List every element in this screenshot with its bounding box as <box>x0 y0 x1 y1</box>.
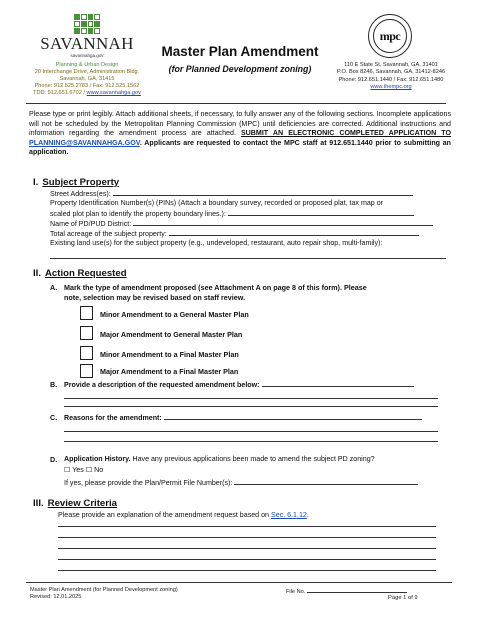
item-b-letter: B. <box>50 380 58 389</box>
footer-file-no-field[interactable] <box>307 587 407 593</box>
review-criteria-period: . <box>306 511 309 519</box>
item-d-title: Application History. <box>64 455 131 463</box>
footer-form-name: Master Plan Amendment (for Planned Development zoning) <box>30 587 178 593</box>
logo-wordmark: SAVANNAH <box>40 34 134 53</box>
review-line-5[interactable] <box>58 570 436 571</box>
page-header <box>0 0 480 108</box>
option-major-final-label: Major Amendment to a Final Master Plan <box>100 367 239 376</box>
dept-tdd: TDD: 912.651.6702 / <box>33 90 87 96</box>
mpc-address-line1: 110 E State St, Savannah, GA, 31401 <box>344 62 438 68</box>
acreage-field[interactable] <box>169 229 419 236</box>
item-a-text-line1: Mark the type of amendment proposed (see Attachment A on page 8 of this form). Please <box>64 283 367 292</box>
form-title: Master Plan Amendment <box>161 44 319 59</box>
footer-revised: Revised: 12.01.2025 <box>30 594 82 601</box>
sec-6-1-12-link[interactable]: Sec. 6.1.12 <box>270 511 307 519</box>
intro-paragraph <box>29 110 451 158</box>
review-criteria-instruction: Please provide an explanation of the amendment request based on <box>58 511 271 519</box>
section-3-number: III. <box>33 498 44 509</box>
pin-label-line2: scaled plot plan to identify the property boundary lines.): <box>50 210 226 218</box>
dept-address-line2: Savannah, GA, 31415 <box>59 76 115 82</box>
street-address-label: Street Address(es): <box>50 190 111 198</box>
logo-url: savannahga.gov <box>70 53 104 58</box>
file-number-row <box>64 478 444 489</box>
street-address-field[interactable] <box>113 189 413 196</box>
section-3-heading <box>33 498 117 509</box>
checkbox-minor-general[interactable] <box>80 306 93 320</box>
dept-phone: Phone: 912.525.2783 / Fax: 912.525.1562 <box>34 83 140 89</box>
checkbox-major-final[interactable] <box>80 364 93 378</box>
land-use-label: Existing land use(s) for the subject property (e.g., undeveloped, restaurant, auto repair shop, multi-family): <box>50 239 383 247</box>
review-line-1[interactable] <box>58 526 436 527</box>
file-number-field[interactable] <box>234 478 418 485</box>
footer-file-no <box>286 587 407 595</box>
intro-submit-text: SUBMIT AN ELECTRONIC COMPLETED APPLICATION TO <box>240 129 451 138</box>
footer-divider <box>26 582 452 583</box>
savannah-logo-mark <box>74 14 100 34</box>
pud-label: Name of PD/PUD District: <box>50 220 132 228</box>
section-1-number: I. <box>33 177 39 188</box>
item-d-row <box>64 455 454 465</box>
savannah-logo <box>28 14 146 97</box>
description-line-2[interactable] <box>64 398 438 399</box>
pud-field[interactable] <box>133 219 433 226</box>
reasons-line-3[interactable] <box>64 441 438 442</box>
checkbox-minor-final[interactable] <box>80 346 93 360</box>
description-field[interactable] <box>262 380 414 387</box>
intro-text: Please type or print legibly. Attach additional sheets, if necessary, to fully answer any of the following sections. Incomplete applications will not be scheduled by the Metropolitan Planning Commission (MPC) until deficiencies are corrected. Additional instructions and information regarding the amendment process are attached. <box>29 110 451 138</box>
footer-left <box>30 587 178 602</box>
item-b-label: Provide a description of the requested amendment below: <box>64 381 260 389</box>
reasons-field[interactable] <box>164 413 422 420</box>
reasons-line-2[interactable] <box>64 431 438 432</box>
review-criteria-text <box>58 511 438 521</box>
review-line-3[interactable] <box>58 548 436 549</box>
acreage-row <box>50 229 450 240</box>
checkbox-major-general[interactable] <box>80 326 93 340</box>
option-minor-final-label: Minor Amendment to a Final Master Plan <box>100 350 239 359</box>
acreage-label: Total acreage of the subject property: <box>50 230 167 238</box>
mpc-contact <box>326 62 456 92</box>
item-d-letter: D. <box>50 455 58 464</box>
intro-contact-text: . Applicants are requested to contact the MPC staff at 912.651.1440 prior to submitting an application. <box>29 138 451 157</box>
dept-contact <box>28 62 146 97</box>
mpc-address-line2: P.O. Box 8246, Savannah, GA, 31412-8246 <box>336 69 446 76</box>
dept-name: Planning & Urban Design <box>55 62 119 68</box>
form-subtitle: (for Planned Development zoning) <box>168 64 312 74</box>
dept-address-line1: 20 Interchange Drive, Administration Bldg. <box>34 69 140 75</box>
section-3-title: Review Criteria <box>47 498 117 509</box>
dept-website-link[interactable]: www.savannahga.gov <box>86 90 141 96</box>
section-2-number: II. <box>33 268 41 279</box>
item-c-label: Reasons for the amendment: <box>64 414 162 422</box>
header-divider <box>26 103 446 104</box>
yes-no-checkboxes[interactable]: ☐ Yes ☐ No <box>64 466 104 474</box>
pud-row <box>50 219 450 230</box>
section-1-heading <box>33 177 119 188</box>
description-line-3[interactable] <box>64 406 438 407</box>
mpc-website-link[interactable]: www.thempc.org <box>370 84 412 91</box>
footer-file-no-label: File No. <box>286 589 306 595</box>
item-c-letter: C. <box>50 413 58 422</box>
mpc-seal-logo <box>368 14 412 58</box>
review-line-4[interactable] <box>58 559 436 560</box>
street-address-row <box>50 189 430 200</box>
item-a-letter: A. <box>50 283 58 292</box>
planning-email-link[interactable]: PLANNING@SAVANNAHGA.GOV <box>29 138 140 147</box>
section-1-title: Subject Property <box>42 177 120 188</box>
mpc-mark: mpc <box>373 19 407 53</box>
review-line-2[interactable] <box>58 537 436 538</box>
footer-page-number: Page 1 of 9 <box>388 595 418 601</box>
option-major-general-label: Major Amendment to General Master Plan <box>100 330 243 339</box>
item-b-row <box>64 380 444 391</box>
item-d-question: Have any previous applications been made to amend the subject PD zoning? <box>130 455 375 463</box>
land-use-field[interactable] <box>50 258 446 259</box>
item-a-text-line2: note, selection may be revised based on staff review. <box>64 293 246 302</box>
pin-row <box>50 209 450 220</box>
pin-field[interactable] <box>228 209 414 216</box>
section-2-title: Action Requested <box>45 268 127 279</box>
item-c-row <box>64 413 444 424</box>
mpc-phone: Phone: 912.651.1440 / Fax: 912.651.1480 <box>338 76 444 83</box>
option-minor-general-label: Minor Amendment to a General Master Plan <box>100 310 249 319</box>
pin-label-line1: Property Identification Number(s) (PINs) (Attach a boundary survey, recorded or proposed plat, tax map or <box>50 199 384 207</box>
file-number-label: If yes, please provide the Plan/Permit File Number(s): <box>64 479 233 487</box>
section-2-heading <box>33 268 127 279</box>
